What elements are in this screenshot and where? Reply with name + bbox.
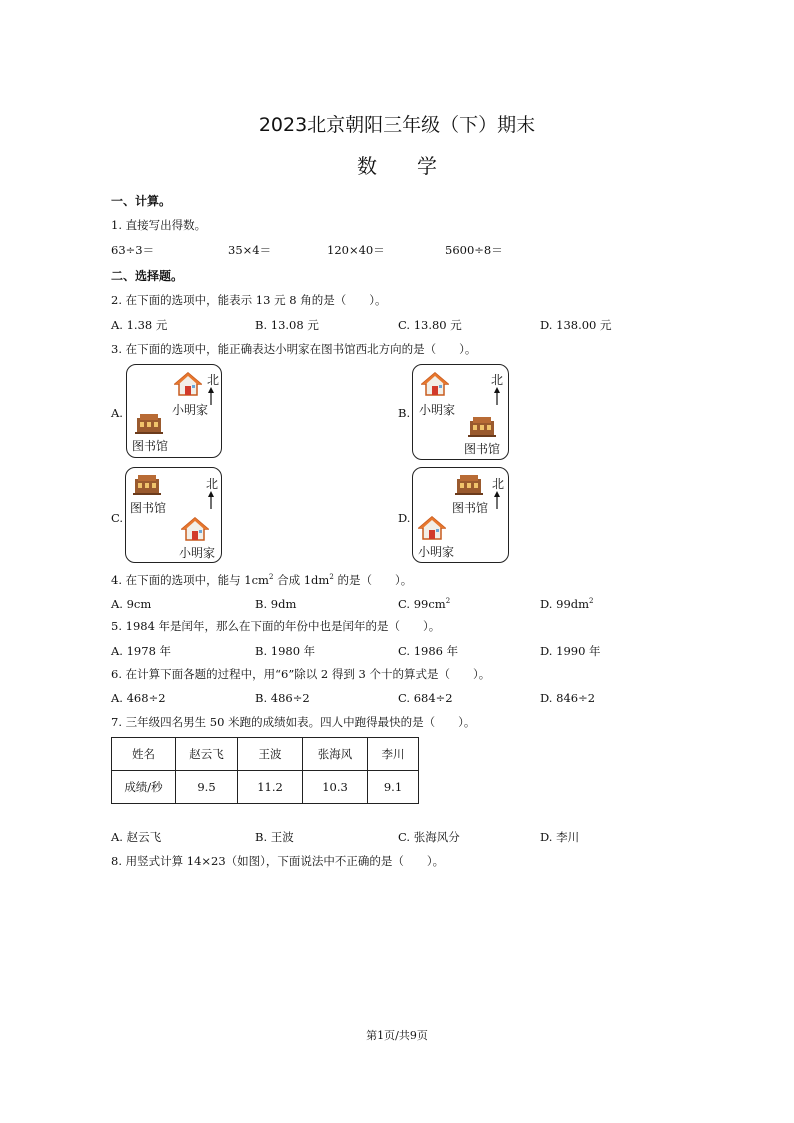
library-label: 图书馆 (464, 442, 501, 456)
q2-option-d[interactable]: D. 138.00 元 (540, 318, 612, 332)
q6-option-d[interactable]: D. 846÷2 (540, 691, 596, 705)
q8-stem: 8. 用竖式计算 14×23（如图），下面说法中不正确的是（ ）。 (111, 854, 445, 868)
q4-option-d[interactable]: D. $99dm^2$ (540, 597, 594, 611)
q4-option-c[interactable]: C. $99cm^2$ (398, 597, 451, 611)
table-row (112, 771, 419, 804)
q4-option-b[interactable]: B. 9dm (255, 597, 297, 611)
table-cell: 成绩/秒 (112, 771, 176, 804)
table-cell: 10.3 (303, 771, 368, 804)
house-icon (421, 372, 449, 396)
q7-option-d[interactable]: D. 李川 (540, 830, 580, 844)
q7-stem: 7. 三年级四名男生 50 米跑的成绩如表。四人中跑得最快的是（ ）。 (111, 715, 476, 729)
q6-option-c[interactable]: C. 684÷2 (398, 691, 453, 705)
library-label: 图书馆 (452, 501, 489, 515)
q2-option-c[interactable]: C. 13.80 元 (398, 318, 462, 332)
table-cell: 9.5 (176, 771, 238, 804)
library-icon (133, 473, 161, 495)
table-cell: 11.2 (238, 771, 303, 804)
table-header-cell: 张海风 (303, 738, 368, 771)
house-icon (418, 516, 446, 540)
q5-option-a[interactable]: A. 1978 年 (111, 644, 172, 658)
house-icon (174, 372, 202, 396)
q3-option-d-letter[interactable]: D. (398, 511, 411, 525)
q3-option-b-letter[interactable]: B. (398, 406, 411, 420)
north-arrow-icon (206, 491, 216, 509)
page-footer: 第1页/共9页 (366, 1029, 428, 1042)
home-label: 小明家 (419, 403, 456, 417)
q2-option-a[interactable]: A. 1.38 元 (111, 318, 168, 332)
q6-option-b[interactable]: B. 486÷2 (255, 691, 310, 705)
q4-option-a[interactable]: A. 9cm (111, 597, 152, 611)
page-title: 2023北京朝阳三年级（下）期末 (258, 114, 536, 136)
north-label: 北 (492, 477, 505, 491)
north-label: 北 (491, 373, 504, 387)
table-header-cell: 赵云飞 (176, 738, 238, 771)
subject-title: 数学 (357, 154, 477, 178)
north-arrow-icon (492, 491, 502, 509)
home-label: 小明家 (172, 403, 209, 417)
table-row (112, 738, 419, 771)
q7-option-c[interactable]: C. 张海风分 (398, 830, 460, 844)
library-icon (468, 415, 496, 437)
q1-item: 35×4＝ (228, 243, 272, 257)
q1-item: 5600÷8＝ (445, 243, 503, 257)
home-label: 小明家 (418, 545, 455, 559)
q1-stem: 1. 直接写出得数。 (111, 218, 207, 232)
q4-stem: 4. 在下面的选项中，能与 $1cm^2$ 合成 $1dm^2$ 的是（ ）。 (111, 573, 413, 587)
home-label: 小明家 (179, 546, 216, 560)
q5-option-c[interactable]: C. 1986 年 (398, 644, 459, 658)
q1-item: 63÷3＝ (111, 243, 155, 257)
section-heading-calc: 一、计算。 (111, 194, 172, 208)
q2-stem: 2. 在下面的选项中，能表示 13 元 8 角的是（ ）。 (111, 293, 387, 307)
q3-option-d-map[interactable] (412, 467, 509, 563)
q3-option-c-letter[interactable]: C. (111, 511, 124, 525)
library-icon (135, 412, 163, 434)
q3-option-c-map[interactable] (125, 467, 222, 563)
table-header-cell: 姓名 (112, 738, 176, 771)
q6-stem: 6. 在计算下面各题的过程中，用“6”除以 2 得到 3 个十的算式是（ ）。 (111, 667, 491, 681)
library-icon (455, 473, 483, 495)
library-label: 图书馆 (132, 439, 169, 453)
table-header-cell: 李川 (368, 738, 419, 771)
q5-stem: 5. 1984 年是闰年，那么在下面的年份中也是闰年的是（ ）。 (111, 619, 441, 633)
q7-option-b[interactable]: B. 王波 (255, 830, 294, 844)
score-table (111, 737, 419, 804)
north-label: 北 (207, 373, 220, 387)
q6-option-a[interactable]: A. 468÷2 (111, 691, 166, 705)
table-cell: 9.1 (368, 771, 419, 804)
north-arrow-icon (492, 387, 502, 405)
q3-option-b-map[interactable] (412, 364, 509, 460)
q2-option-b[interactable]: B. 13.08 元 (255, 318, 319, 332)
q5-option-d[interactable]: D. 1990 年 (540, 644, 601, 658)
section-heading-choice: 二、选择题。 (111, 269, 184, 283)
table-header-cell: 王波 (238, 738, 303, 771)
house-icon (181, 517, 209, 541)
q5-option-b[interactable]: B. 1980 年 (255, 644, 316, 658)
q3-option-a-letter[interactable]: A. (111, 406, 123, 420)
north-label: 北 (206, 477, 219, 491)
library-label: 图书馆 (130, 501, 167, 515)
q1-item: 120×40＝ (327, 243, 385, 257)
q3-stem: 3. 在下面的选项中，能正确表达小明家在图书馆西北方向的是（ ）。 (111, 342, 477, 356)
q7-option-a[interactable]: A. 赵云飞 (111, 830, 162, 844)
q3-option-a-map[interactable] (126, 364, 222, 458)
